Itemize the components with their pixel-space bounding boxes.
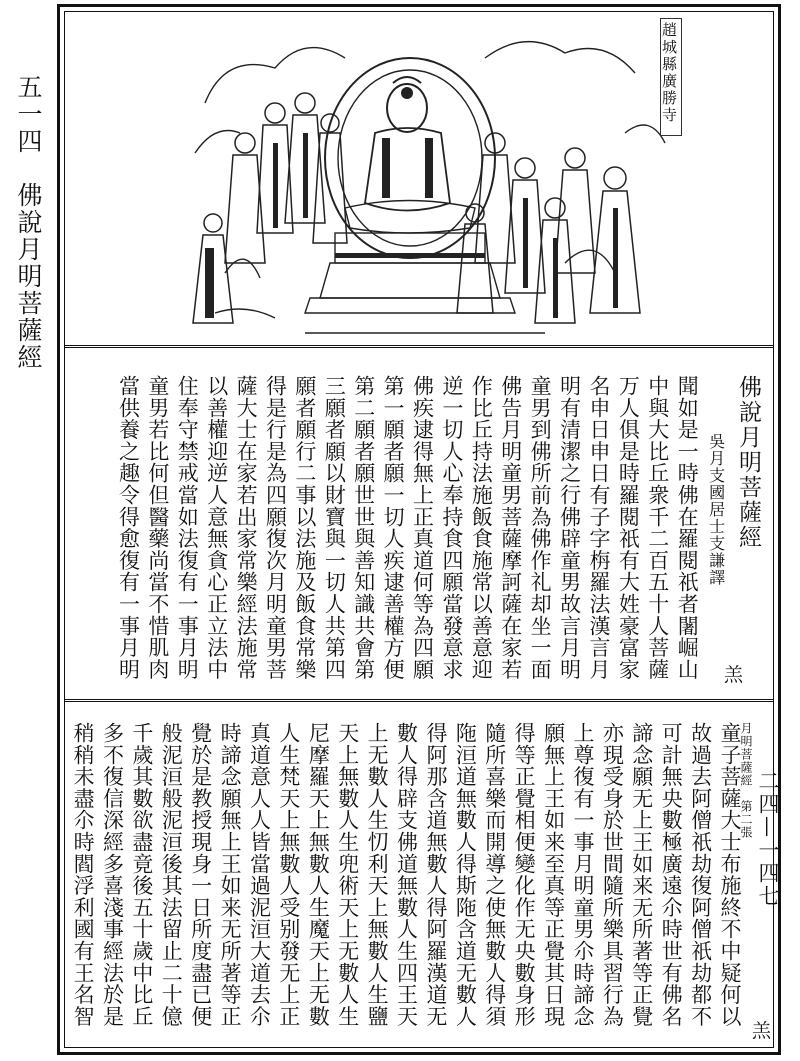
section-mark-upper: 羔 <box>724 664 744 686</box>
text-column: 數人得辟支佛道無數人生四王天 <box>394 722 419 1028</box>
text-column: 上无數人生忉利天上無數人生鹽 <box>365 722 390 1028</box>
text-column: 願者願行二事以法施及飯食常樂 <box>292 375 317 681</box>
text-column: 童男到佛所前為佛作礼却坐一面 <box>528 375 553 681</box>
text-column: 得阿那含道無數人得阿羅漢道无 <box>423 722 448 1028</box>
text-column: 尼摩羅天上無數人生魔天上无數 <box>306 722 331 1028</box>
text-column: 時諦念願無上王如来无所著等正 <box>218 722 243 1028</box>
sutra-title: 佛說月明菩薩經 <box>735 375 761 550</box>
text-column: 多不復信深經多喜淺事經法於是 <box>100 722 125 1028</box>
section-mark-lower: 羔 <box>752 1020 772 1042</box>
text-column: 名申日申日有子字栴羅法漢言月 <box>586 375 611 681</box>
text-column: 佛告月明童男菩薩摩訶薩在家若 <box>498 375 523 681</box>
text-column: 諦念願无上王如来无所著等正覺 <box>629 722 654 1028</box>
text-column: 上尊復有一事月明童男尒時諦念 <box>570 722 595 1028</box>
text-column: 三願者願以財寶與一切人共第四 <box>322 375 347 681</box>
sutra-text-upper <box>113 375 762 695</box>
text-column: 可計無央數極廣遠尒時世有佛名 <box>659 722 684 1028</box>
text-column: 第二願者願世世與善知識共會第 <box>351 375 376 681</box>
text-column: 人生梵天上無數人受别發无上正 <box>276 722 301 1028</box>
text-column: 般泥洹般泥洹後其法留止二十億 <box>159 722 184 1028</box>
text-column: 覺於是教授現身一日所度盡已便 <box>188 722 213 1028</box>
text-column: 願無上王如来至真等正覺其日現 <box>541 722 566 1028</box>
text-column: 住奉守禁戒當如法復有一事月明 <box>175 375 200 681</box>
text-column: 逆一切人心奉持食四願當發意求 <box>439 375 464 681</box>
text-column: 以善權迎逆人意無貪心正立法中 <box>204 375 229 681</box>
divider-top <box>64 345 774 348</box>
left-margin-label: 五一四 佛說月明菩薩經 <box>14 74 43 371</box>
text-column: 童男若比何但醫藥尚當不惜肌肉 <box>145 375 170 681</box>
text-column: 薩大士在家若出家常樂經法施常 <box>234 375 259 681</box>
right-margin-label: 二四—一四七 <box>756 770 780 908</box>
text-column: 亦現受身於世間隨所樂具習行為 <box>600 722 625 1028</box>
text-column: 明有清潔之行佛辟童男故言月明 <box>557 375 582 681</box>
text-column: 真道意人人皆當過泥洹大道去尒 <box>247 722 272 1028</box>
text-column: 作比丘持法施飯食施常以善意迎 <box>469 375 494 681</box>
text-column: 得等正覺相便變化作无央數身形 <box>512 722 537 1028</box>
temple-inscription: 趙城縣廣勝寺 <box>660 22 678 124</box>
divider-bottom <box>64 699 774 702</box>
text-column: 當供養之趣令得愈復有一事月明 <box>116 375 141 681</box>
text-column: 天上無數人生兜術天上无數人生 <box>335 722 360 1028</box>
text-column: 聞如是一時佛在羅閱祇者闍崛山 <box>675 375 700 681</box>
text-column: 第一願者願一切人疾逮善權方便 <box>381 375 406 681</box>
text-column: 得是行是為四願復次月明童男菩 <box>263 375 288 681</box>
text-column: 稍稍未盡尒時閻浮利國有王名智 <box>71 722 96 1028</box>
text-column: 万人俱是時羅閱祇有大姓豪富家 <box>616 375 641 681</box>
page-note: 月明菩薩經 第二張 <box>739 722 753 839</box>
text-column: 千歲其數欲盡竟後五十歲中比丘 <box>129 722 154 1028</box>
text-column: 故過去阿僧祇劫復阿僧祇劫都不 <box>688 722 713 1028</box>
text-column: 童子菩薩大士布施終不中疑何以 <box>718 722 742 1028</box>
text-column: 中與大比丘衆千二百五十人菩薩 <box>645 375 670 681</box>
translator-credit: 吳月支國居士支謙譯 <box>706 433 726 586</box>
sutra-text-lower <box>68 722 744 1052</box>
text-column: 隨所喜樂而開導之使無數人得須 <box>482 722 507 1028</box>
text-column: 佛疾逮得無上正真道何等為四願 <box>410 375 435 681</box>
buddha-illustration <box>185 13 675 343</box>
text-column: 陁洹道無數人得斯陁含道无數人 <box>453 722 478 1028</box>
